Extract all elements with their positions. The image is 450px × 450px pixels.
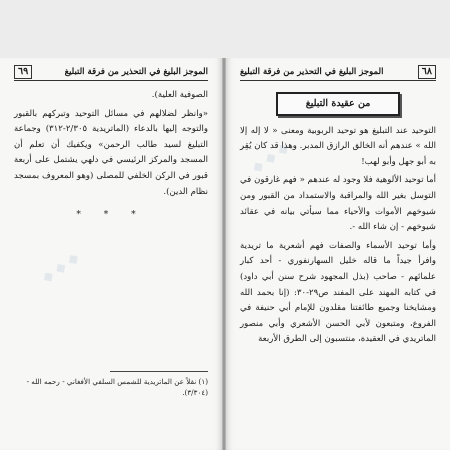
paragraph: أما توحيد الألوهية فلا وجود له عندهم « فهم غارقون في التوسل بغير الله والمراقبة والاستمداد من القبور ومن شيوخهم الأموات والأحياء مما سيأتي بيانه في عقائد شيوخهم - إن شاء الله -. xyxy=(240,175,436,233)
right-page-body xyxy=(240,88,436,351)
paragraph: الصوفية العلية). xyxy=(151,90,208,100)
paragraph: وأما توحيد الأسماء والصفات فهم أشعرية ما تريدية وافرأ جيداً ما قاله خليل السهارنفوري - أحد كبار علمائهم - صاحب (بذل المجهود شرح سنن أبي داود) في كتابه المهند على المفند ص٢٩-٣٠: (إنا بحمد الله ومشايخنا وجميع طائفتنا مقلدون للإمام أبي حنيفة في الفروع، ومتبعون لأبي الحسن الأشعري وأبي منصور الماتريدي في العقيدة، منتسبون إلى الطرق الأربعة xyxy=(240,240,437,345)
left-page xyxy=(0,58,222,450)
footnote-divider xyxy=(110,371,208,372)
running-header: الموجز البليغ في التحذير من فرقة التبليغ xyxy=(64,67,208,77)
left-page-body xyxy=(14,88,208,224)
footnote: (١) نقلاً عن الماتريدية للشمس السلفي الأفغاني - رحمه الله - (٣/٣٠٤). xyxy=(26,377,208,397)
page-number: ٦٩ xyxy=(14,65,32,79)
section-title: من عقيدة التبليغ xyxy=(276,92,400,116)
paragraph: «وانظر لضلالهم في مسائل التوحيد وتبركهم بالقبور والتوجه إليها بالدعاء (الماتريدية ٢/٣٠٥-٣١٢) وجماعة التبليغ لسيد طالب الرحمن» ويكفيك أن تعلم أن المسجد والمركز الرئيسي في دلهي يشتمل على أربعة قبور في الركن الخلفي للمصلى (وهو المعروف بمسجد نظام الدين). xyxy=(14,108,208,197)
left-page-header xyxy=(14,64,208,81)
right-page xyxy=(226,58,450,450)
right-page-header xyxy=(240,64,436,81)
section-separator: * * * xyxy=(76,210,146,221)
paragraph: التوحيد عند التبليغ هو توحيد الربوبية ومعنى « لا إله إلا الله » عندهم أنه الخالق الرازق المدبر. وهذا قد كان يُقِر به أبو جهل وأبو لهب! xyxy=(240,125,436,167)
page-number: ٦٨ xyxy=(418,65,436,79)
running-header: الموجز البليغ في التحذير من فرقة التبليغ xyxy=(240,67,384,77)
